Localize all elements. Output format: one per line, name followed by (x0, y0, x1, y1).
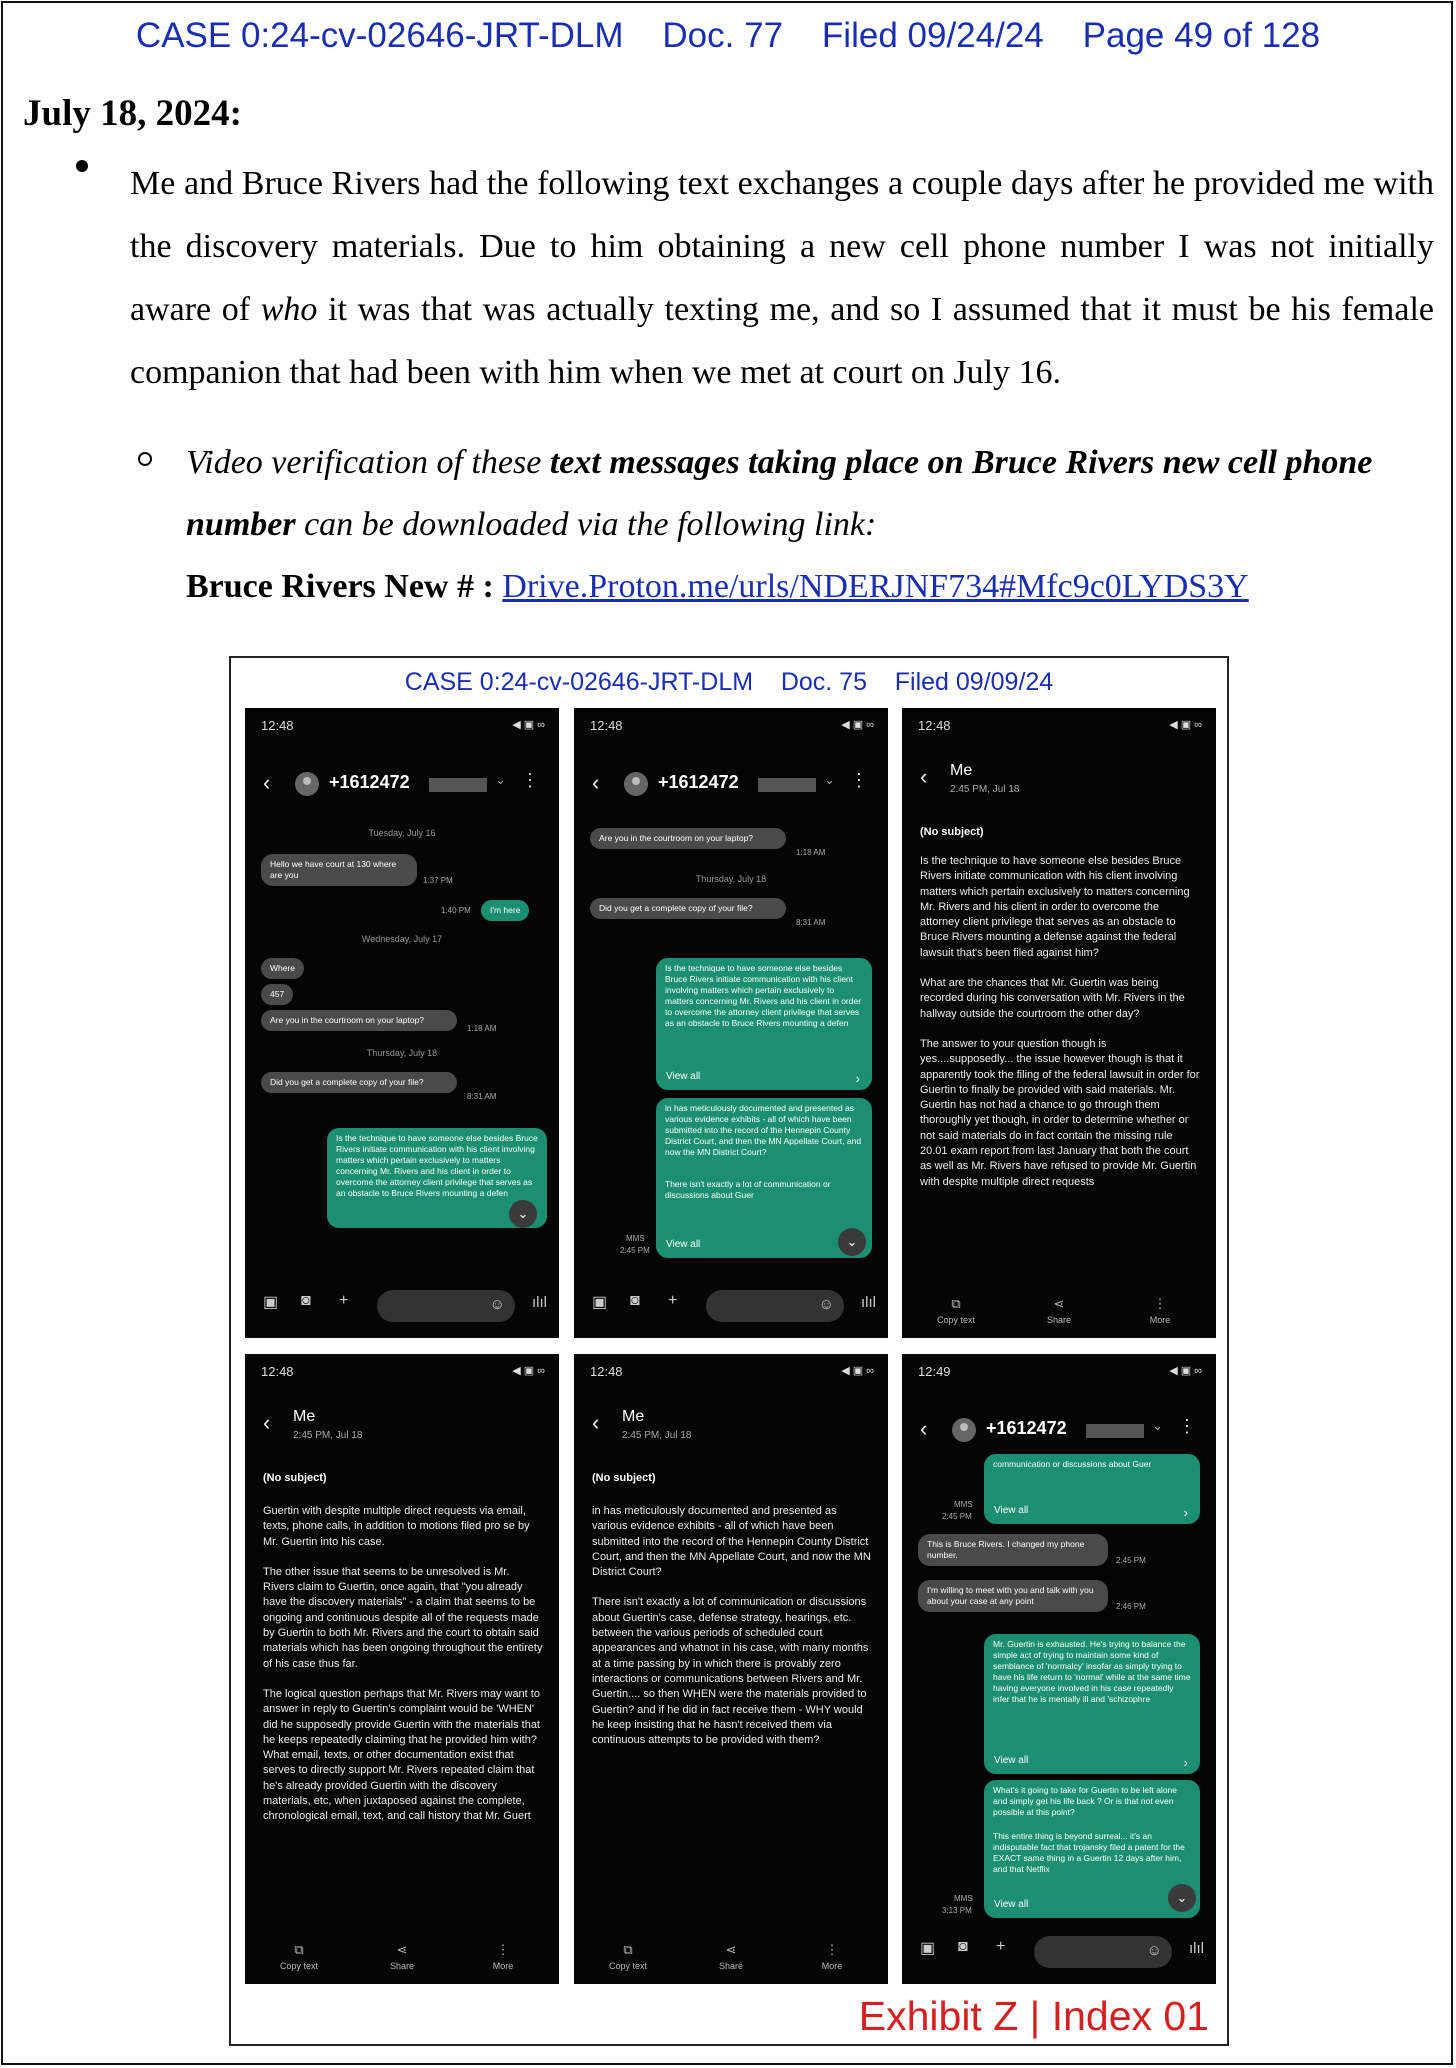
emoji-icon[interactable]: ☺ (1146, 1942, 1162, 1959)
body-paragraph: The answer to your question though is yes....supposedly... the issue however though is that it apparently took the filing of the federal lawsuit in order for Guertin to finally be provided with said materials. Mr. Guertin has not had a chance to go through them thoroughly yet though, in order to determine whether or not said materials do in fact contain the missing rule 20.01 exam report from last January that both the court as well as Mr. Rivers have refused to provide Mr. Guertin with despite multiple direct requests (920, 1037, 1200, 1188)
message-time: 2:45 PM (942, 1512, 972, 1521)
date-heading: July 18, 2024: (23, 93, 242, 134)
link-line (186, 556, 1249, 618)
case-header: CASE 0:24-cv-02646-JRT-DLM Doc. 77 Filed 09/24/24 Page 49 of 128 (135, 16, 1321, 55)
conversation-header (245, 764, 559, 804)
body-paragraph: Is the technique to have someone else besides Bruce Rivers initiate communication with his client involving matters which pertain exclusively to matters concerning Mr. Rivers and his client in order to overcome the attorney client privilege that serves as an obstacle to Bruce Rivers mounting a defense against the federal lawsuit that's been filed against him? (920, 855, 1190, 959)
back-arrow-icon[interactable]: ‹ (263, 770, 271, 795)
voice-icon[interactable]: ılıl (532, 1294, 547, 1311)
status-time: 12:48 (590, 718, 623, 733)
message-detail-header (574, 1404, 888, 1444)
message-detail-header (902, 758, 1216, 798)
view-all-link[interactable]: View all (666, 1071, 701, 1082)
status-bar (918, 1364, 1202, 1384)
avatar (952, 1418, 976, 1442)
message-time: 1:18 AM (796, 848, 826, 857)
chevron-right-icon: › (855, 1071, 860, 1086)
gallery-icon[interactable]: ▣ (263, 1294, 279, 1311)
more-icon: ⋮ (825, 1942, 839, 1957)
phone-screenshot-4 (245, 1354, 559, 1984)
body-paragraph: in has meticulously documented and presented as various evidence exhibits - all of which have been submitted into the record of the Hennepin County District Court, and then the MN Appellate Court, and now the MN District Court? (592, 1505, 871, 1579)
plus-icon[interactable]: + (668, 1292, 678, 1309)
message-time: 1:37 PM (423, 876, 453, 885)
emoji-icon[interactable]: ☺ (489, 1296, 505, 1313)
video-text-bold: text messages taking place on Bruce Rivers new cell phone number (186, 444, 1373, 543)
status-icons: ◀ ▣ ∞ (1169, 1365, 1202, 1377)
status-icons: ◀ ▣ ∞ (841, 1365, 874, 1377)
share-button[interactable]: ⋖ Share (691, 1942, 771, 1971)
mms-label: MMS (954, 1500, 973, 1509)
voice-icon[interactable]: ılıl (1189, 1940, 1204, 1957)
back-arrow-icon[interactable]: ‹ (592, 770, 600, 795)
copy-text-button[interactable]: ⧉ Copy text (259, 1942, 339, 1971)
voice-icon[interactable]: ılıl (861, 1294, 876, 1311)
scroll-down-button[interactable]: ⌄ (509, 1200, 537, 1228)
chevron-down-icon[interactable]: ⌄ (1152, 1418, 1163, 1433)
message-bubble-received[interactable]: Hello we have court at 130 where are you (261, 854, 417, 886)
view-all-link[interactable]: View all (994, 1755, 1029, 1766)
video-text-1: Video verification of these (186, 444, 550, 481)
back-arrow-icon[interactable]: ‹ (263, 1410, 271, 1435)
plus-icon[interactable]: + (339, 1292, 349, 1309)
status-time: 12:48 (918, 718, 951, 733)
redaction-bar (429, 778, 487, 792)
share-icon: ⋖ (725, 1942, 737, 1957)
contact-number: +1612472 (986, 1418, 1067, 1438)
chevron-down-icon[interactable]: ⌄ (824, 772, 835, 787)
message-body (592, 1504, 872, 1763)
message-bubble-received[interactable]: Did you get a complete copy of your file? (590, 898, 786, 919)
bullet-emphasis: who (260, 291, 318, 328)
more-button[interactable]: ⋮ More (792, 1942, 872, 1971)
chevron-down-icon[interactable]: ⌄ (495, 772, 506, 787)
view-all-link[interactable]: View all (994, 1899, 1029, 1910)
status-icons: ◀ ▣ ∞ (1169, 719, 1202, 731)
mms-label: MMS (626, 1234, 645, 1243)
contact-number: +1612472 (658, 772, 739, 792)
message-time: 2:45 PM (1116, 1556, 1146, 1565)
redaction-bar (1086, 1424, 1144, 1438)
status-time: 12:48 (590, 1364, 623, 1379)
exhibit-image (229, 656, 1229, 2046)
phone-screenshot-2 (574, 708, 888, 1338)
mms-label: MMS (954, 1894, 973, 1903)
status-bar (261, 718, 545, 738)
chevron-right-icon: › (1183, 1505, 1188, 1520)
action-bar (245, 1938, 559, 1984)
link-label: Bruce Rivers New # : (186, 568, 494, 605)
status-bar (590, 1364, 874, 1384)
bullet-text-2: it was that was actually texting me, and so I assumed that it must be his female companion that had been with him when we met at court on July 16. (130, 291, 1434, 391)
message-input[interactable] (377, 1290, 515, 1322)
message-body (920, 854, 1200, 1205)
date-separator: Thursday, July 18 (366, 1048, 438, 1058)
camera-icon[interactable]: ◙ (630, 1292, 640, 1309)
chevron-right-icon: › (1183, 1755, 1188, 1770)
body-paragraph: The other issue that seems to be unresolved is Mr. Rivers claim to Guertin, once again, that "you already have the discovery materials" - a claim that seems to be ongoing and continuous despite all of the requests made by Guertin to both Mr. Rivers and the court to obtain said materials which has been ongoing throughout the entirety of his case thus far. (263, 1565, 543, 1670)
message-time: 3:13 PM (942, 1906, 972, 1915)
more-button[interactable]: ⋮ More (463, 1942, 543, 1971)
phone-screenshot-1 (245, 708, 559, 1338)
exhibit-case-header: CASE 0:24-cv-02646-JRT-DLM Doc. 75 Filed 09/09/24 (404, 668, 1054, 696)
phone-screenshot-3 (902, 708, 1216, 1338)
view-all-link[interactable]: View all (666, 1239, 701, 1250)
gallery-icon[interactable]: ▣ (592, 1294, 608, 1311)
share-button[interactable]: ⋖ Share (1019, 1296, 1099, 1325)
scroll-down-button[interactable]: ⌄ (1168, 1884, 1196, 1912)
avatar (624, 772, 648, 796)
share-icon: ⋖ (1053, 1296, 1065, 1311)
phone-screenshot-5 (574, 1354, 888, 1984)
sub-bullet-marker (138, 452, 152, 466)
share-button[interactable]: ⋖ Share (362, 1942, 442, 1971)
view-all-link[interactable]: View all (994, 1505, 1029, 1516)
status-time: 12:48 (261, 1364, 294, 1379)
sent-time: 2:45 PM, Jul 18 (622, 1430, 692, 1441)
bullet-marker (76, 160, 88, 172)
action-bar (902, 1292, 1216, 1338)
sender-name: Me (622, 1408, 645, 1425)
message-composer (574, 1278, 888, 1338)
message-bubble-received[interactable]: 457 (261, 984, 293, 1005)
copy-text-button[interactable]: ⧉ Copy text (588, 1942, 668, 1971)
status-bar (590, 718, 874, 738)
bullet-paragraph (130, 152, 1434, 404)
back-arrow-icon[interactable]: ‹ (592, 1410, 600, 1435)
copy-icon: ⧉ (951, 1296, 961, 1311)
camera-icon[interactable]: ◙ (301, 1292, 311, 1309)
message-bubble-received[interactable]: Are you in the courtroom on your laptop? (590, 828, 786, 849)
message-subject: (No subject) (920, 826, 984, 838)
message-bubble-received[interactable]: I'm willing to meet with you and talk with you about your case at any point (918, 1580, 1108, 1612)
more-button[interactable]: ⋮ More (1120, 1296, 1200, 1325)
message-composer (902, 1924, 1216, 1984)
sender-name: Me (950, 762, 973, 779)
message-time: 2:46 PM (1116, 1602, 1146, 1611)
message-time: 1:18 AM (467, 1024, 497, 1033)
message-input[interactable] (1034, 1936, 1172, 1968)
message-bubble-received[interactable]: Where (261, 958, 304, 979)
redaction-bar (758, 778, 816, 792)
message-bubble-sent[interactable]: Is the technique to have someone else besides Bruce Rivers initiate communication with his client involving matters which pertain exclusively to matters concerning Mr. Rivers and his client in order to overcome the attorney client privilege that serves as an obstacle to Bruce Rivers mounting a defen View all › (656, 958, 872, 1090)
status-time: 12:48 (261, 718, 294, 733)
message-body (263, 1504, 543, 1840)
video-verification-text (186, 432, 1436, 556)
message-bubble-received[interactable]: Are you in the courtroom on your laptop? (261, 1010, 457, 1031)
message-time: 8:31 AM (467, 1092, 497, 1101)
more-icon: ⋮ (1153, 1296, 1167, 1311)
message-subject: (No subject) (263, 1472, 327, 1484)
body-paragraph: There isn't exactly a lot of communication or discussions about Guertin's case, defense strategy, hearings, etc. between the various periods of scheduled court appearances and whatnot in his case, with many months at a time passing by in which there is provably zero interactions or communications between Rivers and Mr. Guertin.... so then WHEN were the materials provided to Guertin? and if he did in fact receive them - WHY would he keep insisting that he hasn't received them via continuous attempts to be provided with them? (592, 1596, 869, 1747)
message-bubble-sent[interactable]: What's it going to take for Guertin to be left alone and simply get his life back ? Or is that not even possible at this point? This entire thing is beyond surreal... it's an indisputable fact that trojansky filed a patent for the EXACT same thing in a Guertin 12 days after him, and that Netflix View all (984, 1780, 1200, 1918)
date-separator: Tuesday, July 16 (368, 828, 436, 838)
message-composer (245, 1278, 559, 1338)
conversation-header (902, 1410, 1216, 1450)
status-bar (261, 1364, 545, 1384)
message-subject: (No subject) (592, 1472, 656, 1484)
video-text-2: can be downloaded via the following link: (295, 506, 877, 543)
action-bar (574, 1938, 888, 1984)
status-icons: ◀ ▣ ∞ (512, 719, 545, 731)
message-time: 1:40 PM (441, 906, 471, 915)
sender-name: Me (293, 1408, 316, 1425)
message-time: 8:31 AM (796, 918, 826, 927)
bullet-text-1: Me and Bruce Rivers had the following text exchanges a couple days after he provided me with the discovery materials. Due to him obtaining a new cell phone number I was not initially aware of (130, 165, 1434, 328)
back-arrow-icon[interactable]: ‹ (920, 764, 928, 789)
plus-icon[interactable]: + (996, 1938, 1006, 1955)
more-options-icon[interactable]: ⋮ (1178, 1416, 1196, 1436)
scroll-down-button[interactable]: ⌄ (838, 1228, 866, 1256)
sent-time: 2:45 PM, Jul 18 (950, 784, 1020, 795)
sent-time: 2:45 PM, Jul 18 (293, 1430, 363, 1441)
body-paragraph: What are the chances that Mr. Guertin was being recorded during his conversation with Mr. Rivers in the hallway outside the courtroom the other day? (920, 977, 1185, 1020)
exhibit-label: Exhibit Z | Index 01 (858, 1993, 1209, 2039)
avatar (295, 772, 319, 796)
message-bubble-sent[interactable]: Is the technique to have someone else besides Bruce Rivers initiate communication with his client involving matters which pertain exclusively to matters concerning Mr. Rivers and his client in order to overcome the attorney client privilege that serves as an obstacle to Bruce Rivers mounting a defen (327, 1128, 547, 1228)
copy-icon: ⧉ (623, 1942, 633, 1957)
conversation-header (574, 764, 888, 804)
back-arrow-icon[interactable]: ‹ (920, 1416, 928, 1441)
gallery-icon[interactable]: ▣ (920, 1940, 936, 1957)
body-paragraph: Guertin with despite multiple direct requests via email, texts, phone calls, in addition to motions filed pro se by Mr. Guertin into his case. (263, 1505, 530, 1548)
status-icons: ◀ ▣ ∞ (841, 719, 874, 731)
camera-icon[interactable]: ◙ (958, 1938, 968, 1955)
status-time: 12:49 (918, 1364, 951, 1379)
contact-number: +1612472 (329, 772, 410, 792)
proton-drive-link[interactable]: Drive.Proton.me/urls/NDERJNF734#Mfc9c0LYDS3Y (502, 568, 1249, 605)
date-separator: Thursday, July 18 (695, 874, 767, 884)
status-icons: ◀ ▣ ∞ (512, 1365, 545, 1377)
more-icon: ⋮ (496, 1942, 510, 1957)
message-bubble-sent[interactable]: I'm here (481, 900, 529, 921)
emoji-icon[interactable]: ☺ (818, 1296, 834, 1313)
more-options-icon[interactable]: ⋮ (850, 770, 868, 790)
message-detail-header (245, 1404, 559, 1444)
message-bubble-received[interactable]: Did you get a complete copy of your file? (261, 1072, 457, 1093)
date-separator: Wednesday, July 17 (361, 934, 443, 944)
body-paragraph: The logical question perhaps that Mr. Rivers may want to answer in reply to Guertin's complaint would be 'WHEN' did he supposedly provide Guertin with the materials that he keeps repeatedly claiming that he provided him with? What email, texts, or other documentation exist that serves to directly support Mr. Rivers repeated claim that he's already provided Guertin with the discovery materials, etc, when juxtaposed against the complete, chronological email, text, and call history that Mr. Guert (263, 1687, 540, 1823)
copy-text-button[interactable]: ⧉ Copy text (916, 1296, 996, 1325)
message-bubble-sent[interactable]: communication or discussions about Guer View all › (984, 1454, 1200, 1524)
message-input[interactable] (706, 1290, 844, 1322)
copy-icon: ⧉ (294, 1942, 304, 1957)
message-bubble-sent[interactable]: in has meticulously documented and presented as various evidence exhibits - all of which have been submitted into the record of the Hennepin County District Court, and then the MN Appellate Court, and now the MN District Court? There isn't exactly a lot of communication or discussions about Guer View all (656, 1098, 872, 1258)
message-time: 2:45 PM (620, 1246, 650, 1255)
message-bubble-received[interactable]: This is Bruce Rivers. I changed my phone number. (918, 1534, 1108, 1566)
more-options-icon[interactable]: ⋮ (521, 770, 539, 790)
status-bar (918, 718, 1202, 738)
phone-screenshot-6 (902, 1354, 1216, 1984)
share-icon: ⋖ (396, 1942, 408, 1957)
message-bubble-sent[interactable]: Mr. Guertin is exhausted. He's trying to balance the simple act of trying to maintain some kind of semblance of 'normalcy' insofar as simply trying to have his life return to 'normal' while at the same time having everyone involved in his case repeatedly infer that he is mentally ill and 'schizophre View all › (984, 1634, 1200, 1774)
